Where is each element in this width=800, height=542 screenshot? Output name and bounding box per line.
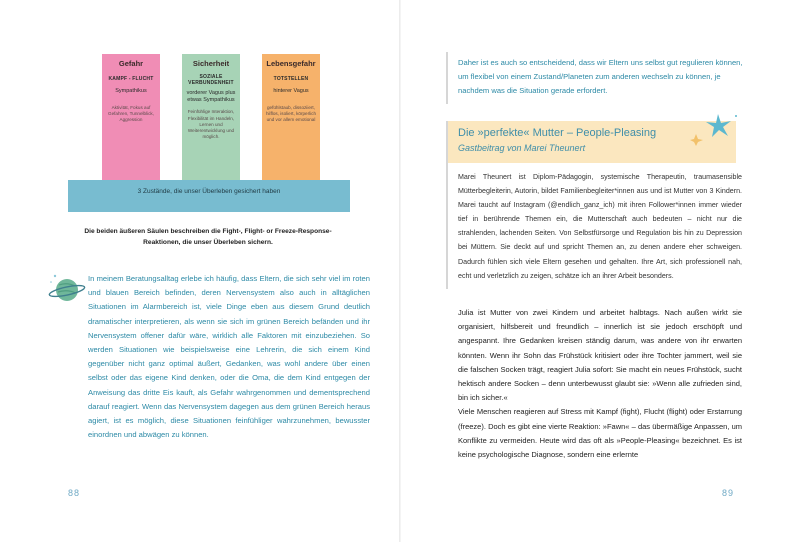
section-subheading: Gastbeitrag von Marei Theunert <box>458 143 586 153</box>
paragraph-fawn: Viele Menschen reagieren auf Stress mit Kampf (fight), Flucht (flight) oder Erstarrung (freeze). Doch es gibt eine vierte Reaktion: »Fawn« – das übermäßige Anpassen, um Konflikte zu vermeiden. Heute wird das oft als »People-Pleasing« bezeichnet. Es ist keine psychologische Diagnose, sondern eine erlernte <box>458 407 742 460</box>
page-gutter <box>399 0 401 542</box>
pillar-nerve: vorderer Vagus plus etwas Sympathikus <box>186 90 236 103</box>
pillar-safety <box>182 54 240 181</box>
pillar-description: gefühlstaub, dissoziiert, hilflos, isoliert, körperlich und vor allem emotional <box>265 104 317 123</box>
left-body-text: In meinem Beratungsalltag erlebe ich häufig, dass Eltern, die sich sehr viel im roten und blauen Bereich befinden, deren Nervensystem also auch in alltäglichen Situationen im Alarmbereich ist, viele Dinge eben aus diesem Grund deutlich dramatischer interpretieren, als wenn sie sich im grünen Bereich befänden und ihr Nervensystem offener dafür wäre, wirklich alle Faktoren mit einzubeziehen. So werden Situationen wie beispielsweise eine Lehrerin, die sich einem Kind gegenüber nicht ganz optimal äußert, Gedanken, was wohl andere über einen selbst oder das eigene Kind denken, oder die Oma, die dem Kind entgegen der Anweisung das dritte Eis kauft, als Gefahr wahrgenommen und dementsprechend darauf reagiert. Wenn das Nervensystem dagegen aus dem grünen Bereich heraus agiert, ist es möglich, diese Situationen feinfühliger wahrzunehmen, bewusster einordnen und abwägen zu können. <box>88 274 370 440</box>
pillar-title: Sicherheit <box>192 59 230 68</box>
pillar-description: Aktivität, Fokus auf Gefahren, Tunnelblick, Aggression <box>108 104 154 123</box>
diagram-caption: Die beiden äußeren Säulen beschreiben die Fight-, Flight- or Freeze-Response-Reaktionen, die unser Überleben sichern. <box>84 228 332 246</box>
pillar-subtitle: TOTSTELLEN <box>273 76 309 82</box>
bio-rule <box>446 121 448 289</box>
planet-icon <box>47 270 87 306</box>
page-number-right: 89 <box>722 488 735 498</box>
pillar-subtitle: SOZIALE VERBUNDENHEIT <box>188 74 234 87</box>
pillar-life-threat <box>262 54 320 181</box>
intro-rule <box>446 52 448 104</box>
pillar-danger <box>102 54 160 181</box>
right-intro-text: Daher ist es auch so entscheidend, dass wir Eltern uns selbst gut regulieren können, um flexibel von einem Zustand/Planeten zum anderen wechseln zu können, je nachdem was die Situation gerade erfordert. <box>458 58 743 96</box>
pillar-description: Feinfühlige Interaktion, Flexibilität im Handeln, Lernen und Weiterentwicklung und möglich. <box>187 109 235 140</box>
right-body-text <box>458 306 742 462</box>
paragraph-julia: Julia ist Mutter von zwei Kindern und arbeitet halbtags. Nach außen wirkt sie organisiert, hilfsbereit und freundlich – innerlich ist sie jedoch erschöpft und angespannt. Ihre Gedanken kreisen ständig darum, was andere von ihr erwarten könnten. Wenn ihr Sohn das Frühstück kritisiert oder ihre Tochter jammert, weil sie die falschen Socken trägt, reagiert Julia sofort: Sie macht ein neues Frühstück, sucht hektisch andere Socken – denn unterbewusst glaubt sie: »Wenn alle zufrieden sind, bin ich sicher.« <box>458 308 742 403</box>
diagram-base: 3 Zustände, die unser Überleben gesichert haben <box>68 180 350 212</box>
pillar-nerve: Sympathikus <box>115 88 147 95</box>
author-bio: Marei Theunert ist Diplom-Pädagogin, systemische Therapeutin, traumasensible Mütterbegleiterin, Autorin, bildet Familienbegleiter*innen aus und ist Mutter von 3 Kindern. Marei taucht auf Instagram (@endlich_ganz_ich) mit ihren Follower*innen immer wieder tief in berührende Themen ein, die Mutterschaft auch bedeuten – nicht nur die strahlenden, lachenden Seiten. Von Selbstfürsorge und Regulation bis hin zu Depression bei Müttern. Sie deckt auf und spricht Themen an, zu denen andere eher schweigen. Dadurch fühlen sich viele Eltern gesehen und gehalten. Ihre Art, sich professionell nah, echt und verletzlich zu zeigen, schätze ich an ihrer Arbeit besonders. <box>458 173 742 280</box>
pillar-title: Lebensgefahr <box>266 59 316 68</box>
page-number-left: 88 <box>68 488 81 498</box>
pillar-title: Gefahr <box>118 59 144 68</box>
pillar-subtitle: KAMPF - FLUCHT <box>108 76 154 82</box>
pillar-nerve: hinterer Vagus <box>273 88 309 95</box>
stars-icon <box>690 112 740 146</box>
section-heading: Die »perfekte« Mutter – People-Pleasing <box>458 127 657 139</box>
